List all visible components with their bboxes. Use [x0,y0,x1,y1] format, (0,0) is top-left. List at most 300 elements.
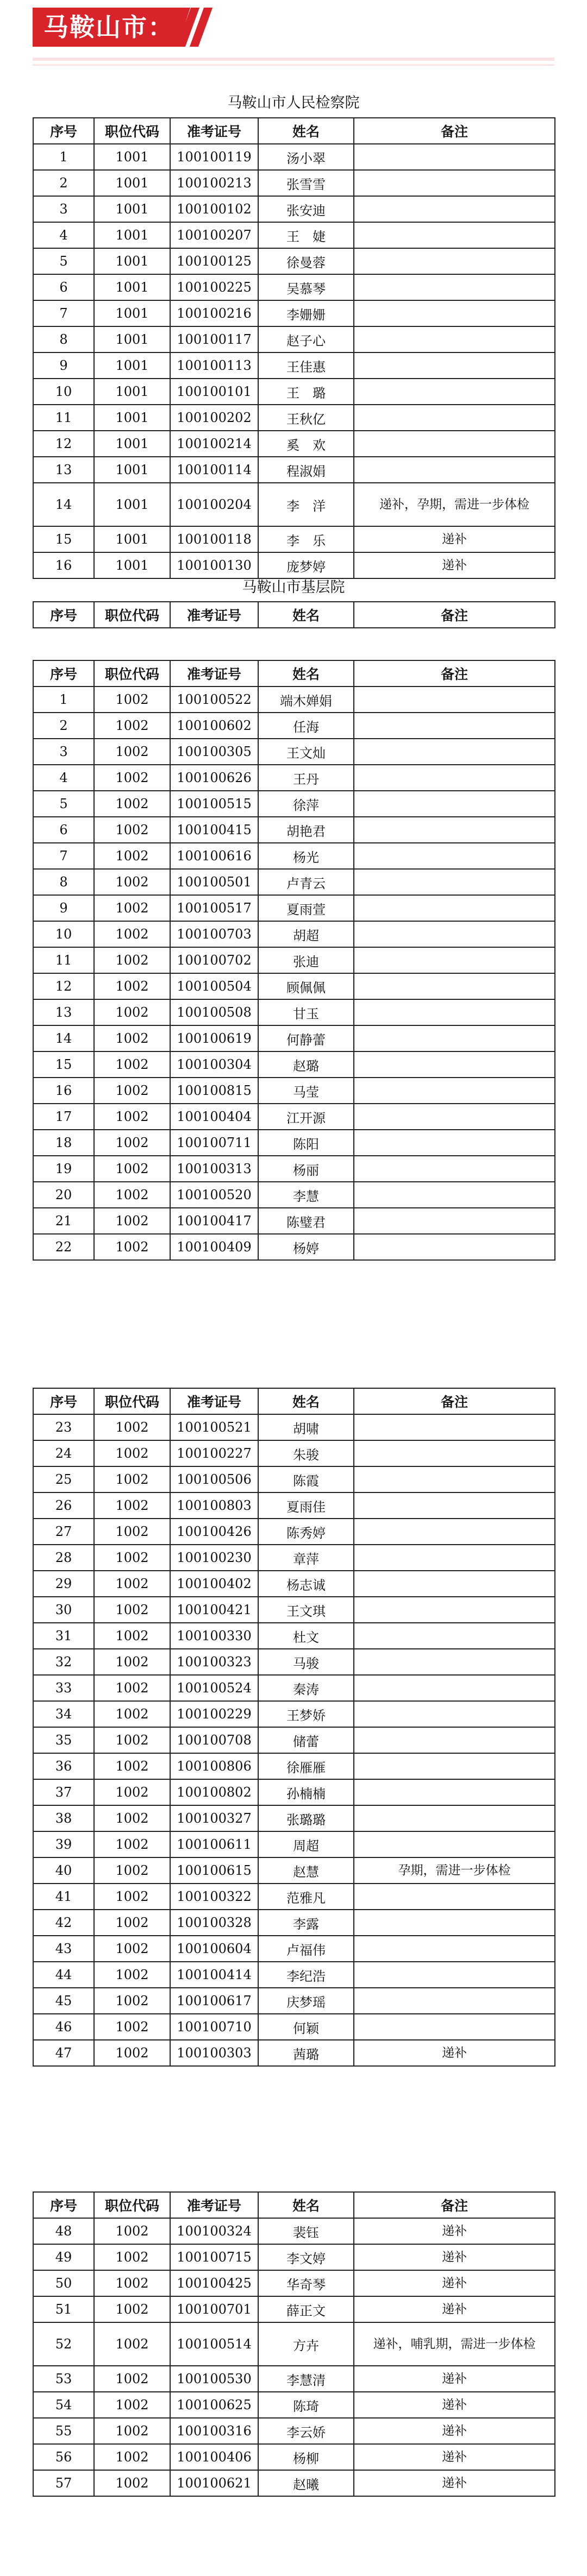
column-header: 准考证号 [170,1388,258,1414]
table-row [33,2218,555,2244]
cell-note: 递补 [354,552,555,578]
cell-exam-id: 100100225 [170,274,258,300]
cell-note [354,1623,555,1649]
cell-seq: 15 [33,526,94,552]
cell-name: 李纪浩 [258,1962,354,1988]
column-header: 准考证号 [170,602,258,628]
cell-exam-id: 100100802 [170,1779,258,1805]
cell-exam-id: 100100305 [170,739,258,765]
cell-seq: 14 [33,1025,94,1051]
cell-note [354,274,555,300]
table-row [33,1130,555,1156]
cell-note: 递补 [354,2244,555,2270]
cell-seq: 26 [33,1492,94,1519]
table-row [33,1753,555,1779]
cell-exam-id: 100100425 [170,2270,258,2296]
cell-name: 卢青云 [258,869,354,895]
cell-seq: 48 [33,2218,94,2244]
cell-note: 递补 [354,2444,555,2470]
cell-position-code: 1002 [94,1130,170,1156]
table-row [33,1466,555,1492]
cell-exam-id: 100100322 [170,1884,258,1910]
cell-note: 递补 [354,2418,555,2444]
cell-note: 递补 [354,2296,555,2322]
cell-position-code: 1002 [94,843,170,869]
table-row [33,1025,555,1051]
cell-position-code: 1002 [94,1753,170,1779]
cell-position-code: 1002 [94,1078,170,1104]
cell-exam-id: 100100514 [170,2322,258,2366]
cell-position-code: 1002 [94,2322,170,2366]
cell-seq: 3 [33,196,94,222]
cell-note [354,1805,555,1831]
table-row [33,791,555,817]
cell-position-code: 1001 [94,144,170,170]
table-row [33,457,555,483]
cell-seq: 9 [33,895,94,921]
cell-name: 陈阳 [258,1130,354,1156]
cell-seq: 30 [33,1597,94,1623]
cell-position-code: 1002 [94,1234,170,1260]
cell-note [354,1962,555,1988]
cell-name: 夏雨佳 [258,1492,354,1519]
cell-name: 周超 [258,1831,354,1857]
cell-position-code: 1002 [94,2470,170,2496]
cell-exam-id: 100100421 [170,1597,258,1623]
cell-exam-id: 100100414 [170,1962,258,1988]
cell-exam-id: 100100615 [170,1857,258,1884]
cell-note [354,765,555,791]
cell-seq: 52 [33,2322,94,2366]
cell-position-code: 1001 [94,483,170,526]
cell-note [354,1675,555,1701]
cell-position-code: 1001 [94,248,170,274]
cell-position-code: 1002 [94,921,170,947]
column-header: 姓名 [258,118,354,144]
cell-position-code: 1001 [94,405,170,431]
cell-note: 递补 [354,2366,555,2392]
cell-note [354,248,555,274]
table-row [33,1078,555,1104]
cell-note [354,1936,555,1962]
cell-note [354,1727,555,1753]
cell-position-code: 1002 [94,1519,170,1545]
table-row [33,1727,555,1753]
table-row [33,431,555,457]
column-header: 姓名 [258,602,354,628]
cell-name: 王 璐 [258,379,354,405]
cell-exam-id: 100100521 [170,1414,258,1440]
column-header: 职位代码 [94,1388,170,1414]
table-row [33,1440,555,1466]
cell-position-code: 1002 [94,1051,170,1078]
cell-exam-id: 100100404 [170,1104,258,1130]
cell-name: 李慧清 [258,2366,354,2392]
table-row [33,1857,555,1884]
cell-note [354,713,555,739]
cell-note [354,431,555,457]
cell-exam-id: 100100202 [170,405,258,431]
cell-note [354,1779,555,1805]
cell-position-code: 1001 [94,526,170,552]
cell-note [354,1051,555,1078]
cell-exam-id: 100100616 [170,843,258,869]
cell-seq: 31 [33,1623,94,1649]
table-row [33,947,555,973]
cell-exam-id: 100100604 [170,1936,258,1962]
cell-note: 递补 [354,526,555,552]
cell-exam-id: 100100327 [170,1805,258,1831]
cell-exam-id: 100100611 [170,1831,258,1857]
cell-name: 朱骏 [258,1440,354,1466]
cell-name: 李 洋 [258,483,354,526]
cell-exam-id: 100100619 [170,1025,258,1051]
cell-exam-id: 100100522 [170,686,258,713]
cell-seq: 23 [33,1414,94,1440]
column-header: 序号 [33,602,94,628]
cell-name: 杨志诚 [258,1571,354,1597]
cell-note [354,457,555,483]
table-row [33,843,555,869]
cell-seq: 50 [33,2270,94,2296]
cell-exam-id: 100100409 [170,1234,258,1260]
table-basic-part1 [33,660,555,1261]
cell-position-code: 1002 [94,791,170,817]
table-row [33,2322,555,2366]
cell-note: 递补，孕期，需进一步体检 [354,483,555,526]
cell-seq: 9 [33,352,94,379]
cell-exam-id: 100100417 [170,1208,258,1234]
table-row [33,2418,555,2444]
cell-exam-id: 100100426 [170,1519,258,1545]
cell-exam-id: 100100313 [170,1156,258,1182]
column-header: 备注 [354,602,555,628]
cell-position-code: 1001 [94,300,170,326]
cell-seq: 27 [33,1519,94,1545]
cell-note [354,843,555,869]
cell-position-code: 1002 [94,1492,170,1519]
cell-position-code: 1002 [94,973,170,999]
cell-name: 胡艳君 [258,817,354,843]
cell-exam-id: 100100328 [170,1910,258,1936]
cell-name: 薛正文 [258,2296,354,2322]
cell-note [354,1831,555,1857]
cell-note [354,2014,555,2040]
table-row [33,326,555,352]
cell-position-code: 1002 [94,1857,170,1884]
cell-position-code: 1002 [94,1208,170,1234]
table-row [33,2392,555,2418]
cell-exam-id: 100100710 [170,2014,258,2040]
table-row [33,1492,555,1519]
cell-seq: 55 [33,2418,94,2444]
cell-seq: 2 [33,170,94,196]
cell-name: 汤小翠 [258,144,354,170]
table-row [33,1597,555,1623]
cell-name: 江开源 [258,1104,354,1130]
table-row [33,1701,555,1727]
cell-exam-id: 100100101 [170,379,258,405]
cell-name: 卢福伟 [258,1936,354,1962]
table-row [33,895,555,921]
cell-note [354,1571,555,1597]
cell-exam-id: 100100506 [170,1466,258,1492]
cell-seq: 16 [33,1078,94,1104]
cell-exam-id: 100100602 [170,713,258,739]
cell-seq: 25 [33,1466,94,1492]
cell-name: 李姗姗 [258,300,354,326]
cell-seq: 44 [33,1962,94,1988]
cell-name: 华奇琴 [258,2270,354,2296]
cell-position-code: 1002 [94,1104,170,1130]
cell-seq: 32 [33,1649,94,1675]
cell-seq: 33 [33,1675,94,1701]
table-row [33,2366,555,2392]
cell-name: 顾佩佩 [258,973,354,999]
cell-seq: 7 [33,300,94,326]
cell-name: 何颖 [258,2014,354,2040]
table-row [33,686,555,713]
table-row [33,1545,555,1571]
table-row [33,817,555,843]
table-header-row [33,2192,555,2218]
cell-exam-id: 100100229 [170,1701,258,1727]
cell-seq: 11 [33,405,94,431]
cell-seq: 42 [33,1910,94,1936]
cell-name: 胡超 [258,921,354,947]
cell-note [354,1753,555,1779]
table-row [33,1208,555,1234]
cell-note [354,1597,555,1623]
table-row [33,1571,555,1597]
cell-exam-id: 100100517 [170,895,258,921]
cell-note: 递补 [354,2470,555,2496]
cell-note [354,1492,555,1519]
cell-position-code: 1002 [94,1727,170,1753]
cell-seq: 8 [33,326,94,352]
table-row [33,1414,555,1440]
cell-note [354,222,555,248]
cell-position-code: 1001 [94,170,170,196]
cell-exam-id: 100100227 [170,1440,258,1466]
column-header: 准考证号 [170,118,258,144]
cell-position-code: 1002 [94,947,170,973]
cell-note [354,1234,555,1260]
cell-seq: 56 [33,2444,94,2470]
table-row [33,869,555,895]
cell-exam-id: 100100114 [170,457,258,483]
table-header-row [33,660,555,686]
cell-note [354,1104,555,1130]
cell-name: 王文琪 [258,1597,354,1623]
cell-exam-id: 100100119 [170,144,258,170]
cell-exam-id: 100100316 [170,2418,258,2444]
cell-name: 李云娇 [258,2418,354,2444]
table-basic-part3 [33,2191,555,2497]
cell-seq: 1 [33,686,94,713]
banner-divider-thin [33,64,554,66]
table-row [33,1234,555,1260]
cell-note [354,1025,555,1051]
table-row [33,483,555,526]
cell-exam-id: 100100323 [170,1649,258,1675]
cell-position-code: 1002 [94,1831,170,1857]
column-header: 序号 [33,1388,94,1414]
cell-exam-id: 100100617 [170,1988,258,2014]
cell-position-code: 1002 [94,1675,170,1701]
cell-seq: 21 [33,1208,94,1234]
cell-name: 杜文 [258,1623,354,1649]
cell-name: 程淑娟 [258,457,354,483]
cell-exam-id: 100100626 [170,765,258,791]
cell-name: 赵曦 [258,2470,354,2496]
section1-title: 马鞍山市人民检察院 [227,95,360,111]
cell-position-code: 1002 [94,2244,170,2270]
table-row [33,144,555,170]
cell-seq: 14 [33,483,94,526]
cell-position-code: 1002 [94,895,170,921]
cell-seq: 8 [33,869,94,895]
cell-exam-id: 100100520 [170,1182,258,1208]
cell-note [354,686,555,713]
cell-position-code: 1002 [94,817,170,843]
cell-seq: 45 [33,1988,94,2014]
cell-position-code: 1002 [94,1440,170,1466]
cell-exam-id: 100100213 [170,170,258,196]
table-row [33,921,555,947]
cell-position-code: 1002 [94,1936,170,1962]
cell-name: 胡啸 [258,1414,354,1440]
cell-note: 递补 [354,2218,555,2244]
column-header: 职位代码 [94,602,170,628]
cell-name: 陈霞 [258,1466,354,1492]
table-row [33,1182,555,1208]
cell-name: 储蕾 [258,1727,354,1753]
table-row [33,1805,555,1831]
column-header: 准考证号 [170,2192,258,2218]
cell-position-code: 1002 [94,1156,170,1182]
cell-exam-id: 100100406 [170,2444,258,2470]
cell-note [354,1701,555,1727]
cell-exam-id: 100100230 [170,1545,258,1571]
cell-name: 奚 欢 [258,431,354,457]
table-procuratorate [33,117,555,579]
cell-seq: 22 [33,1234,94,1260]
cell-exam-id: 100100815 [170,1078,258,1104]
cell-exam-id: 100100204 [170,483,258,526]
cell-note [354,1988,555,2014]
cell-position-code: 1002 [94,686,170,713]
cell-note [354,144,555,170]
column-header: 备注 [354,1388,555,1414]
table-row [33,1519,555,1545]
cell-note [354,1519,555,1545]
column-header: 序号 [33,2192,94,2218]
cell-position-code: 1002 [94,1025,170,1051]
cell-note [354,379,555,405]
cell-note [354,973,555,999]
table-row [33,2444,555,2470]
cell-position-code: 1002 [94,1962,170,1988]
cell-exam-id: 100100715 [170,2244,258,2270]
table-row [33,1051,555,1078]
table-row [33,1675,555,1701]
cell-note: 递补 [354,2392,555,2418]
cell-seq: 34 [33,1701,94,1727]
cell-name: 何静蕾 [258,1025,354,1051]
cell-name: 徐雁雁 [258,1753,354,1779]
cell-note [354,739,555,765]
cell-position-code: 1002 [94,2270,170,2296]
table-header-row [33,118,555,144]
table-row [33,274,555,300]
cell-position-code: 1001 [94,457,170,483]
cell-name: 孙楠楠 [258,1779,354,1805]
cell-note [354,921,555,947]
cell-note [354,869,555,895]
cell-position-code: 1002 [94,1597,170,1623]
cell-name: 杨柳 [258,2444,354,2470]
table-row [33,405,555,431]
cell-name: 章萍 [258,1545,354,1571]
cell-note [354,170,555,196]
cell-seq: 10 [33,379,94,405]
cell-exam-id: 100100117 [170,326,258,352]
cell-exam-id: 100100118 [170,526,258,552]
table-row [33,973,555,999]
table-row [33,1884,555,1910]
cell-name: 范雅凡 [258,1884,354,1910]
cell-position-code: 1002 [94,999,170,1025]
cell-seq: 40 [33,1857,94,1884]
column-header: 姓名 [258,2192,354,2218]
cell-exam-id: 100100508 [170,999,258,1025]
table-row [33,2470,555,2496]
banner-divider [33,58,554,61]
cell-name: 夏雨萱 [258,895,354,921]
cell-note: 递补 [354,2270,555,2296]
cell-position-code: 1002 [94,765,170,791]
cell-position-code: 1002 [94,1414,170,1440]
cell-name: 王文灿 [258,739,354,765]
cell-position-code: 1001 [94,352,170,379]
cell-exam-id: 100100702 [170,947,258,973]
cell-name: 赵慧 [258,1857,354,1884]
cell-seq: 43 [33,1936,94,1962]
table-row [33,526,555,552]
cell-name: 庆梦瑶 [258,1988,354,2014]
table-row [33,1962,555,1988]
cell-note [354,999,555,1025]
cell-note [354,1440,555,1466]
cell-name: 赵子心 [258,326,354,352]
table-row [33,2014,555,2040]
cell-position-code: 1002 [94,1182,170,1208]
column-header: 职位代码 [94,2192,170,2218]
column-header: 职位代码 [94,660,170,686]
cell-exam-id: 100100701 [170,2296,258,2322]
cell-position-code: 1002 [94,2014,170,2040]
cell-exam-id: 100100806 [170,1753,258,1779]
cell-exam-id: 100100207 [170,222,258,248]
cell-seq: 29 [33,1571,94,1597]
cell-note [354,1182,555,1208]
cell-name: 马骏 [258,1649,354,1675]
cell-name: 张雪雪 [258,170,354,196]
table-row [33,1831,555,1857]
cell-name: 秦涛 [258,1675,354,1701]
column-header: 序号 [33,660,94,686]
